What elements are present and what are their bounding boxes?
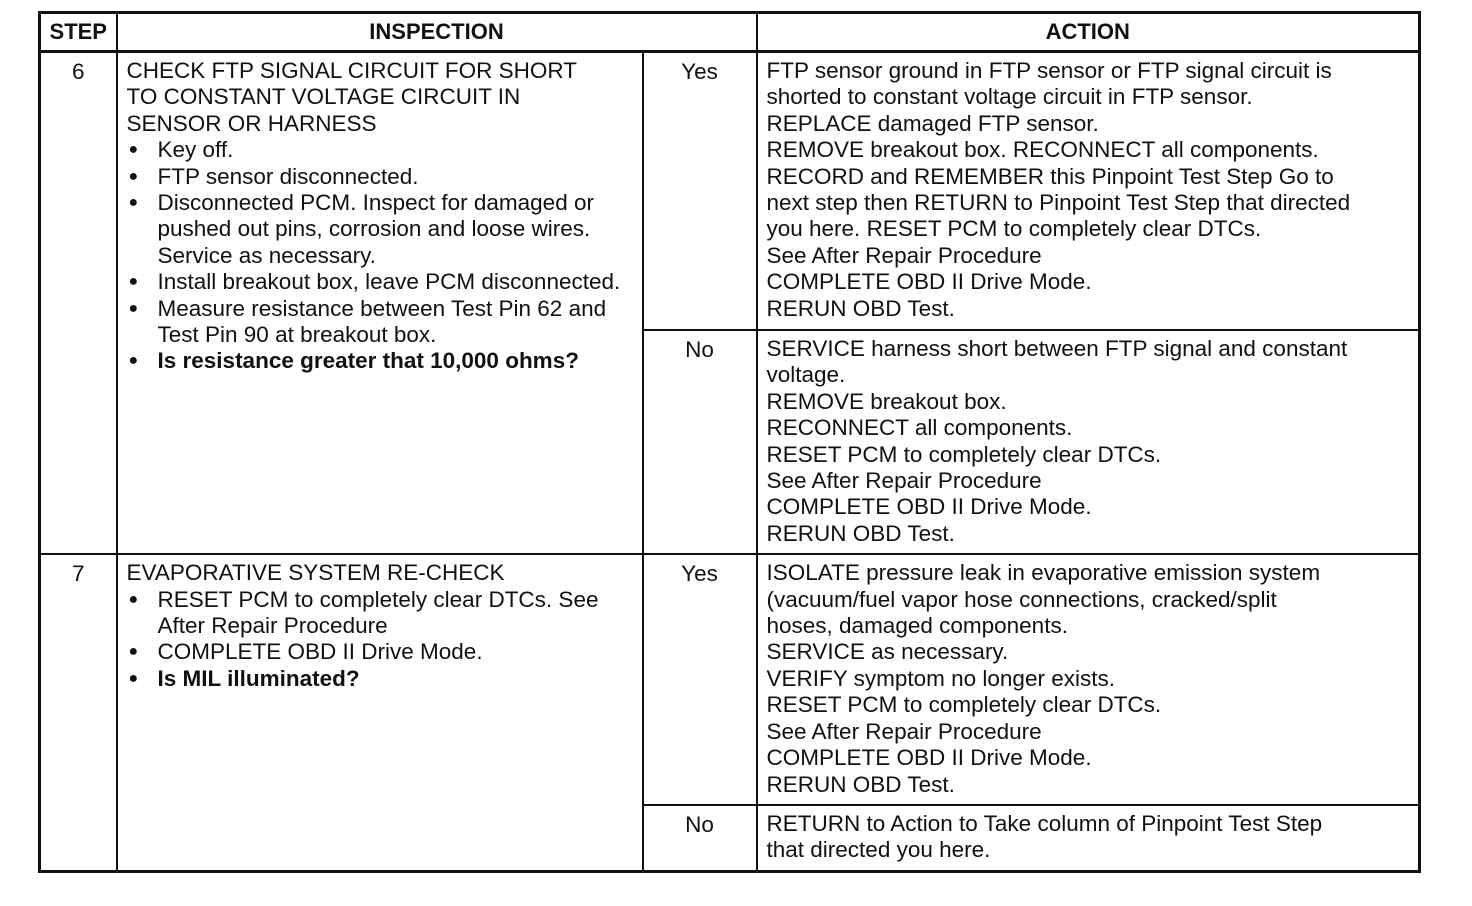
inspection-title-line: SENSOR OR HARNESS — [126, 110, 377, 136]
bullet-text: Install breakout box, leave PCM disconnected. — [157, 269, 621, 295]
action-line: SERVICE as necessary. — [766, 639, 1009, 665]
inspection-bullet-list — [127, 587, 634, 693]
action-line: RECORD and REMEMBER this Pinpoint Test Step Go to — [766, 163, 1334, 189]
bullet-icon: ● — [128, 299, 139, 317]
step-6-inspection — [117, 52, 643, 555]
inspection-bullet — [127, 137, 634, 163]
inspection-bullet — [127, 639, 634, 665]
bullet-text: Is MIL illuminated? — [157, 665, 360, 691]
action-line: shorted to constant voltage circuit in FTP sensor. — [766, 84, 1253, 110]
action-line: SERVICE harness short between FTP signal and constant — [766, 336, 1348, 361]
action-line: See After Repair Procedure — [766, 718, 1042, 744]
inspection-bullet-list — [127, 137, 634, 375]
inspection-bullet — [127, 296, 634, 349]
inspection-question — [127, 348, 634, 374]
bullet-text: Is resistance greater that 10,000 ohms? — [157, 348, 579, 374]
action-no — [757, 330, 1420, 554]
inspection-bullet — [127, 587, 634, 640]
step-number: 6 — [40, 52, 117, 555]
action-line: REPLACE damaged FTP sensor. — [766, 110, 1099, 136]
action-line: FTP sensor ground in FTP sensor or FTP signal circuit is — [766, 58, 1332, 83]
inspection-title-line: TO CONSTANT VOLTAGE CIRCUIT IN — [126, 84, 521, 110]
step-7-inspection — [117, 554, 643, 871]
inspection-title — [127, 58, 634, 137]
bullet-text: Key off. — [157, 137, 234, 163]
header-step: STEP — [40, 13, 117, 52]
inspection-title — [127, 560, 634, 586]
action-line: you here. RESET PCM to completely clear DTCs. — [766, 216, 1262, 242]
bullet-icon: ● — [128, 167, 139, 185]
inspection-bullet — [127, 164, 634, 190]
action-line: COMPLETE OBD II Drive Mode. — [766, 494, 1092, 520]
action-line: RECONNECT all components. — [766, 415, 1073, 441]
action-line: COMPLETE OBD II Drive Mode. — [766, 745, 1092, 771]
action-line: COMPLETE OBD II Drive Mode. — [766, 269, 1092, 295]
answer-yes: Yes — [643, 52, 757, 331]
answer-no: No — [643, 330, 757, 554]
bullet-text: RESET PCM to completely clear DTCs. See After Repair Procedure — [157, 586, 599, 639]
bullet-icon: ● — [128, 590, 139, 608]
header-inspection: INSPECTION — [117, 13, 757, 52]
action-no — [757, 805, 1420, 871]
inspection-title-line: CHECK FTP SIGNAL CIRCUIT FOR SHORT — [126, 58, 577, 83]
action-line: VERIFY symptom no longer exists. — [766, 665, 1115, 691]
bullet-text: Measure resistance between Test Pin 62 and Test Pin 90 at breakout box. — [157, 295, 607, 348]
action-line: next step then RETURN to Pinpoint Test Step that directed — [766, 190, 1351, 216]
action-line: (vacuum/fuel vapor hose connections, cracked/split — [766, 586, 1277, 612]
action-line: RESET PCM to completely clear DTCs. — [766, 441, 1162, 467]
action-line: ISOLATE pressure leak in evaporative emission system — [766, 560, 1321, 586]
action-line: RESET PCM to completely clear DTCs. — [766, 692, 1162, 718]
action-line: hoses, damaged components. — [766, 613, 1068, 639]
action-line: RETURN to Action to Take column of Pinpoint Test Step — [766, 810, 1323, 836]
answer-no: No — [643, 805, 757, 871]
bullet-icon: ● — [128, 273, 139, 291]
action-line: See After Repair Procedure — [766, 242, 1042, 268]
bullet-text: FTP sensor disconnected. — [157, 163, 419, 189]
action-line: voltage. — [766, 362, 846, 388]
step-number: 7 — [40, 554, 117, 871]
pinpoint-test-table — [38, 11, 1421, 873]
action-line: See After Repair Procedure — [766, 468, 1042, 494]
action-yes — [757, 52, 1420, 331]
action-line: RERUN OBD Test. — [766, 520, 955, 546]
action-yes — [757, 554, 1420, 805]
action-line: RERUN OBD Test. — [766, 295, 955, 321]
step-7-yes-row — [40, 554, 1420, 805]
header-action: ACTION — [757, 13, 1420, 52]
bullet-text: COMPLETE OBD II Drive Mode. — [157, 639, 483, 665]
step-6-yes-row — [40, 52, 1420, 331]
action-line: REMOVE breakout box. RECONNECT all components. — [766, 137, 1319, 163]
action-line: RERUN OBD Test. — [766, 771, 955, 797]
bullet-icon: ● — [128, 643, 139, 661]
inspection-bullet — [127, 190, 634, 269]
action-line: REMOVE breakout box. — [766, 388, 1007, 414]
bullet-icon: ● — [128, 352, 139, 370]
inspection-question — [127, 666, 634, 692]
bullet-icon: ● — [128, 669, 139, 687]
bullet-text: Disconnected PCM. Inspect for damaged or pushed out pins, corrosion and loose wires. Service as necessary. — [157, 190, 594, 268]
action-line: that directed you here. — [766, 837, 991, 863]
header-row — [40, 13, 1420, 52]
bullet-icon: ● — [128, 194, 139, 212]
inspection-bullet — [127, 269, 634, 295]
answer-yes: Yes — [643, 554, 757, 805]
inspection-title-line: EVAPORATIVE SYSTEM RE-CHECK — [126, 560, 505, 586]
bullet-icon: ● — [128, 141, 139, 159]
